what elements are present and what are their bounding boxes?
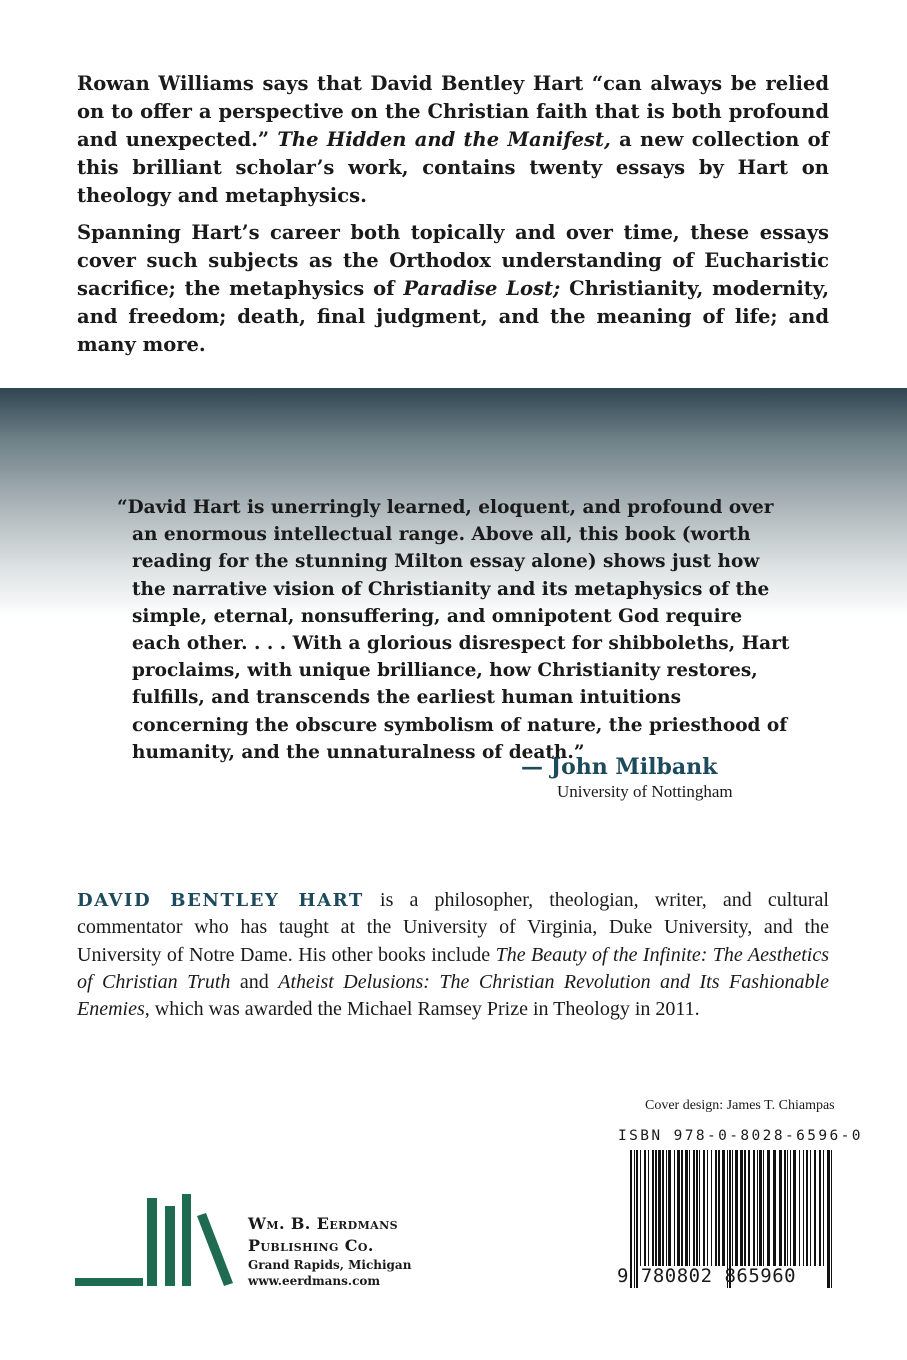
barcode-bar [707,1150,708,1266]
barcode-bar [823,1150,824,1266]
barcode-bar [790,1150,791,1266]
bio-book-title-1: The Beauty of the Infinite: The Aesthetics of Christian Truth [77,943,829,993]
barcode-bar [732,1150,733,1266]
barcode-bar [703,1150,705,1266]
barcode-bar [685,1150,688,1266]
bio-text-3: , which was awarded the Michael Ramsey Prize in Theology in 2011. [144,998,700,1021]
publisher-website: www.eerdmans.com [248,1274,381,1288]
publisher-company: Publishing Co. [248,1236,374,1255]
barcode-bar [787,1150,788,1266]
intro-paragraph-2 [77,219,829,359]
barcode-bar [759,1150,762,1266]
barcode-bar [674,1150,675,1266]
barcode-bar [722,1150,725,1266]
barcode-bar [779,1150,782,1266]
barcode-bar [748,1150,750,1266]
barcode-bar [644,1150,646,1266]
barcode-bar [767,1150,770,1266]
barcode-bar [803,1150,804,1266]
barcode-bar [681,1150,683,1266]
barcode-bar [793,1150,796,1266]
publisher-name: Wm. B. Eerdmans [248,1214,398,1233]
cover-design-credit: Cover design: James T. Chiampas [645,1098,835,1113]
intro-text [77,70,829,368]
paradise-lost-title: Paradise Lost; [403,277,561,300]
barcode-bar [799,1150,800,1266]
barcode-bar [744,1150,746,1266]
barcode-bar [696,1150,698,1266]
bio-text-2: and [230,970,279,993]
barcode-bar [668,1150,671,1266]
barcode-bar [711,1150,712,1266]
author-bio [77,887,829,1023]
bio-text-1: is a philosopher, theologian, writer, and cultural commentator who has taught at the University of Virginia, Duke University, and the University of Notre Dame. His other books include [77,889,829,966]
barcode-bar [652,1150,654,1266]
endorsement-quote [117,494,797,766]
barcode-bar [648,1150,649,1266]
publisher-block [248,1213,411,1289]
barcode-bar [658,1150,661,1266]
barcode-bar [784,1150,786,1266]
bio-book-title-2: Atheist Delusions: The Christian Revolution and Its Fashionable Enemies [77,970,829,1021]
barcode-bar [757,1150,758,1266]
barcode-bar [806,1150,808,1266]
barcode-bar [819,1150,821,1266]
intro-p1-text-a: Rowan Williams says that David Bentley Hart “can always be relied on to offer a perspective on the Christian faith that is both profound and unexpected.” [77,72,829,151]
intro-paragraph-1 [77,70,829,210]
barcode-number: 9 780802 865960 [617,1265,797,1287]
barcode-bar [699,1150,700,1266]
barcode-bar [689,1150,690,1266]
barcode-bar [735,1150,738,1266]
barcode-bar [715,1150,717,1266]
book-title-italic: The Hidden and the Manifest, [277,128,611,151]
barcode-bar [810,1150,811,1266]
barcode-bar [763,1150,764,1266]
quote-text: “David Hart is unerringly learned, eloquent, and profound over an enormous intellectual range. Above all, this book (worth reading for the stunning Milton essay alone) shows just how the narrative vision of Christianity and its metaphysics of the simple, eternal, nonsuffering, and omnipotent God require each other. . . . With a glorious disrespect for shibboleths, Hart proclaims, with unique brilliance, how Christianity restores, fulfills, and transcends the earliest human intuitions concerning the obscure symbolism of nature, the priesthood of humanity, and the unnaturalness of death.” [117,497,790,763]
barcode-bar [773,1150,776,1266]
quote-attribution: — John Milbank [521,754,718,780]
isbn-label: ISBN 978-0-8028-6596-0 [618,1128,863,1144]
barcode-bar [693,1150,695,1266]
barcode-bar [814,1150,816,1266]
intro-p1-text-b: a new collection of this brilliant scholar’s work, contains twenty essays by Hart on theology and metaphysics. [77,128,829,207]
barcode-bar [740,1150,743,1266]
publisher-logo-icon [75,1194,237,1286]
publisher-location: Grand Rapids, Michigan [248,1258,412,1272]
barcode-bar [640,1150,641,1266]
barcode-bar [662,1150,664,1266]
barcode-bar [666,1150,667,1266]
barcode-bar [655,1150,657,1266]
barcode-bar [718,1150,720,1266]
intro-p2-text-a: Spanning Hart’s career both topically and over time, these essays cover such subjects as the Orthodox understanding of Eucharistic sacrifice; the metaphysics of [77,221,829,300]
author-name: DAVID BENTLEY HART [77,890,364,911]
barcode-bar [753,1150,755,1266]
intro-p2-text-b: Christianity, modernity, and freedom; death, final judgment, and the meaning of life; and many more. [77,277,829,356]
barcode-bar [677,1150,680,1266]
quote-affiliation: University of Nottingham [557,782,733,801]
